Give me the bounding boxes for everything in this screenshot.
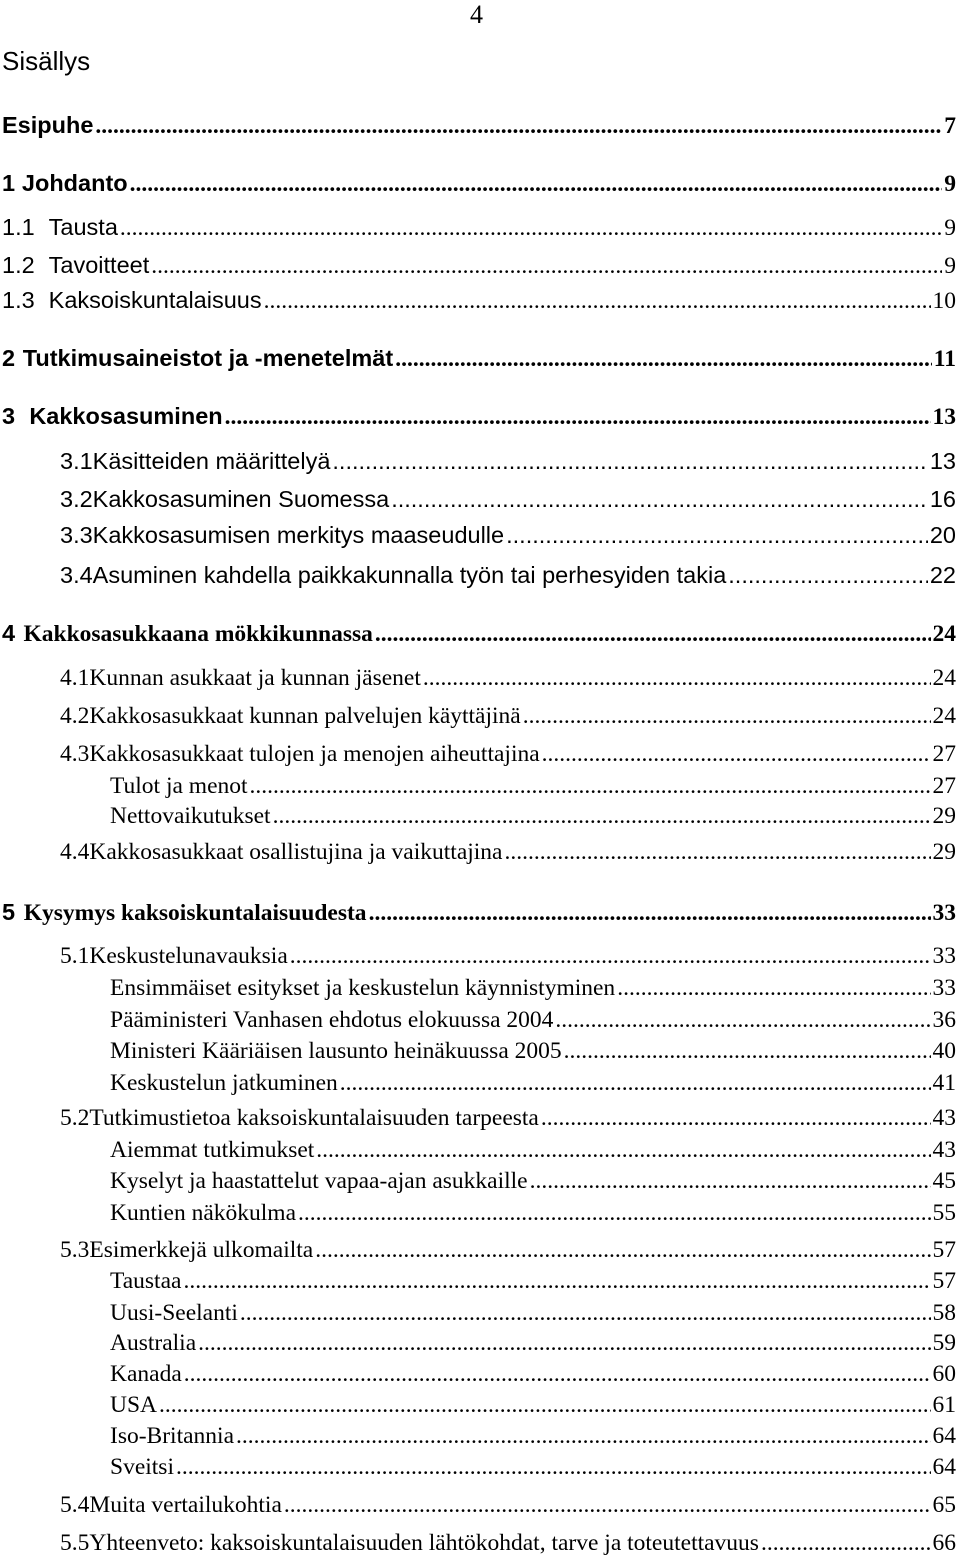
toc-entry-number: 5.2 — [60, 1105, 90, 1131]
dot-leader — [728, 560, 928, 590]
toc-entry-label: Kakkosasumisen merkitys maaseudulle — [92, 522, 505, 548]
dot-leader — [316, 1135, 930, 1165]
toc-entry-number: 5.4 — [60, 1492, 90, 1518]
toc-entry-3-1[interactable] — [0, 446, 960, 476]
toc-entry-page: 33 — [932, 975, 956, 1001]
toc-entry-4-3[interactable] — [0, 739, 960, 769]
toc-entry-page: 45 — [932, 1168, 956, 1194]
toc-entry-number: 4.2 — [60, 703, 90, 729]
toc-entry-paaministeri-vanhasen-ehdotus[interactable] — [0, 1005, 960, 1035]
toc-entry-page: 64 — [932, 1423, 956, 1449]
toc-entry-label: Iso-Britannia — [110, 1423, 234, 1449]
toc-entry-label: Taustaa — [110, 1268, 182, 1294]
toc-entry-australia[interactable] — [0, 1328, 960, 1358]
toc-entry-tulot-ja-menot[interactable] — [0, 771, 960, 801]
toc-entry-page: 29 — [932, 839, 956, 865]
toc-entry-number: 3.4 — [60, 562, 93, 588]
toc-entry-page: 65 — [932, 1492, 956, 1518]
toc-entry-label: Kanada — [110, 1361, 182, 1387]
toc-entry-page: 10 — [932, 288, 956, 314]
toc-entry-number: 5 — [2, 899, 16, 925]
dot-leader — [506, 520, 928, 550]
toc-entry-label: Kaksoiskuntalaisuus — [48, 287, 262, 313]
toc-entry-page: 57 — [932, 1268, 956, 1294]
toc-entry-chapter-4[interactable] — [0, 618, 960, 648]
dot-leader — [250, 771, 931, 801]
toc-entry-number: 3.3 — [60, 522, 93, 548]
dot-leader — [183, 1266, 930, 1296]
toc-entry-4-2[interactable] — [0, 701, 960, 731]
toc-entry-chapter-2[interactable] — [0, 343, 960, 373]
toc-entry-page: 24 — [932, 703, 956, 729]
toc-entry-label: Kakkosasuminen — [29, 403, 223, 429]
toc-entry-number: 5.1 — [60, 943, 90, 969]
toc-entry-nettovaikutukset[interactable] — [0, 801, 960, 831]
toc-entry-chapter-5[interactable] — [0, 897, 960, 927]
dot-leader — [555, 1005, 930, 1035]
toc-entry-page: 13 — [932, 404, 956, 430]
toc-entry-page: 59 — [932, 1330, 956, 1356]
dot-leader — [290, 941, 931, 971]
toc-entry-page: 33 — [932, 900, 956, 926]
toc-entry-label: Tausta — [48, 214, 118, 240]
dot-leader — [236, 1421, 931, 1451]
toc-entry-number: 1 — [2, 170, 16, 196]
toc-entry-label: Tutkimustietoa kaksoiskuntalaisuuden tarpeesta — [89, 1105, 539, 1131]
toc-entry-page: 58 — [932, 1300, 956, 1326]
toc-entry-label: Ensimmäiset esitykset ja keskustelun käynnistyminen — [110, 975, 616, 1001]
dot-leader — [95, 111, 942, 141]
toc-entry-page: 61 — [932, 1392, 956, 1418]
toc-entry-label: Uusi-Seelanti — [110, 1300, 238, 1326]
dot-leader — [523, 701, 931, 731]
dot-leader — [130, 169, 943, 199]
dot-leader — [542, 739, 931, 769]
toc-entry-sveitsi[interactable] — [0, 1452, 960, 1482]
toc-entry-page: 11 — [933, 346, 956, 372]
dot-leader — [369, 898, 931, 928]
toc-entry-page: 64 — [932, 1454, 956, 1480]
toc-entry-page: 27 — [932, 773, 956, 799]
toc-entry-3-4[interactable] — [0, 560, 960, 590]
toc-entry-page: 13 — [929, 448, 956, 474]
toc-entry-label: Esipuhe — [2, 112, 94, 138]
toc-title: Sisällys — [2, 46, 91, 76]
dot-leader — [284, 1490, 931, 1520]
toc-entry-label: Keskustelun jatkuminen — [110, 1070, 338, 1096]
dot-leader — [176, 1452, 931, 1482]
toc-entry-5-2[interactable] — [0, 1103, 960, 1133]
dot-leader — [395, 344, 932, 374]
toc-entry-label: Kysymys kaksoiskuntalaisuudesta — [23, 900, 367, 926]
toc-entry-kanada[interactable] — [0, 1359, 960, 1389]
toc-entry-number: 4.4 — [60, 839, 90, 865]
dot-leader — [198, 1328, 930, 1358]
toc-entry-page: 66 — [932, 1530, 956, 1556]
dot-leader — [504, 837, 930, 867]
toc-entry-label: Kakkosasukkaana mökkikunnassa — [23, 621, 373, 647]
toc-entry-page: 22 — [929, 562, 956, 588]
toc-entry-5-4[interactable] — [0, 1490, 960, 1520]
dot-leader — [240, 1298, 931, 1328]
dot-leader — [151, 251, 942, 281]
toc-entry-page: 55 — [932, 1200, 956, 1226]
dot-leader — [375, 619, 931, 649]
toc-entry-uusi-seelanti[interactable] — [0, 1298, 960, 1328]
toc-entry-label: Kakkosasukkaat kunnan palvelujen käyttäjinä — [89, 703, 521, 729]
toc-entry-number: 3.2 — [60, 486, 93, 512]
dot-leader — [264, 286, 931, 316]
toc-entry-esipuhe[interactable] — [0, 110, 960, 140]
toc-entry-page: 43 — [932, 1105, 956, 1131]
toc-entry-page: 9 — [944, 253, 956, 279]
toc-entry-label: Esimerkkejä ulkomailta — [89, 1237, 314, 1263]
toc-entry-label: Ministeri Kääriäisen lausunto heinäkuussa 2005 — [110, 1038, 562, 1064]
dot-leader — [273, 801, 931, 831]
toc-entry-1-2[interactable] — [0, 250, 960, 280]
dot-leader — [340, 1068, 931, 1098]
dot-leader — [184, 1359, 931, 1389]
toc-entry-label: Asuminen kahdella paikkakunnalla työn tai perhesyiden takia — [92, 562, 727, 588]
dot-leader — [423, 663, 931, 693]
toc-entry-5-5[interactable] — [0, 1528, 960, 1558]
toc-entry-page: 29 — [932, 803, 956, 829]
dot-leader — [391, 484, 928, 514]
toc-entry-label: Kakkosasukkaat tulojen ja menojen aiheuttajina — [89, 741, 540, 767]
dot-leader — [761, 1528, 931, 1558]
dot-leader — [298, 1198, 930, 1228]
page-number: 4 — [470, 0, 483, 29]
toc-entry-label: Kunnan asukkaat ja kunnan jäsenet — [89, 665, 421, 691]
toc-entry-page: 24 — [932, 621, 956, 647]
toc-entry-label: Tulot ja menot — [110, 773, 248, 799]
toc-entry-page: 27 — [932, 741, 956, 767]
toc-entry-number: 4 — [2, 620, 16, 646]
toc-entry-4-1[interactable] — [0, 663, 960, 693]
toc-entry-label: Kuntien näkökulma — [110, 1200, 297, 1226]
toc-entry-label: Nettovaikutukset — [110, 803, 271, 829]
toc-entry-5-1[interactable] — [0, 941, 960, 971]
toc-entry-chapter-1[interactable] — [0, 168, 960, 198]
toc-entry-label: Kyselyt ja haastattelut vapaa-ajan asukkaille — [110, 1168, 528, 1194]
toc-entry-page: 60 — [932, 1361, 956, 1387]
toc-entry-page: 36 — [932, 1007, 956, 1033]
toc-entry-number: 4.1 — [60, 665, 90, 691]
toc-entry-page: 16 — [929, 486, 956, 512]
toc-entry-1-1[interactable] — [0, 212, 960, 242]
toc-entry-chapter-3[interactable] — [0, 401, 960, 431]
toc-entry-page: 7 — [944, 113, 956, 139]
toc-entry-label: Kakkosasuminen Suomessa — [92, 486, 390, 512]
toc-entry-ministeri-kaariaisen-lausunto[interactable] — [0, 1036, 960, 1066]
toc-entry-label: Pääministeri Vanhasen ehdotus elokuussa 2004 — [110, 1007, 554, 1033]
toc-entry-page: 9 — [944, 215, 956, 241]
toc-entry-number: 5.5 — [60, 1530, 90, 1556]
toc-entry-label: Australia — [110, 1330, 197, 1356]
toc-entry-page: 33 — [932, 943, 956, 969]
toc-entry-1-3[interactable] — [0, 285, 960, 315]
toc-entry-taustaa[interactable] — [0, 1266, 960, 1296]
dot-leader — [564, 1036, 931, 1066]
toc-entry-number: 4.3 — [60, 741, 90, 767]
toc-entry-page: 43 — [932, 1137, 956, 1163]
toc-entry-3-3[interactable] — [0, 520, 960, 550]
toc-entry-3-2[interactable] — [0, 484, 960, 514]
toc-entry-aiemmat-tutkimukset[interactable] — [0, 1135, 960, 1165]
toc-entry-page: 20 — [929, 522, 956, 548]
toc-entry-label: Sveitsi — [110, 1454, 174, 1480]
toc-entry-label: Kakkosasukkaat osallistujina ja vaikuttajina — [89, 839, 503, 865]
toc-entry-number: 1.1 — [2, 214, 35, 240]
toc-entry-label: Käsitteiden määrittelyä — [92, 448, 331, 474]
toc-entry-number: 1.3 — [2, 287, 35, 313]
toc-entry-label: Tavoitteet — [48, 252, 150, 278]
dot-leader — [530, 1166, 931, 1196]
toc-entry-page: 57 — [932, 1237, 956, 1263]
toc-entry-page: 41 — [932, 1070, 956, 1096]
toc-entry-page: 24 — [932, 665, 956, 691]
toc-entry-keskustelun-jatkuminen[interactable] — [0, 1068, 960, 1098]
toc-entry-number: 3.1 — [60, 448, 93, 474]
toc-entry-label: Tutkimusaineistot ja -menetelmät — [22, 345, 394, 371]
toc-entry-number: 1.2 — [2, 252, 35, 278]
toc-entry-label: Aiemmat tutkimukset — [110, 1137, 315, 1163]
dot-leader — [617, 973, 930, 1003]
toc-entry-iso-britannia[interactable] — [0, 1421, 960, 1451]
dot-leader — [120, 213, 942, 243]
toc-entry-page: 40 — [932, 1038, 956, 1064]
dot-leader — [159, 1390, 930, 1420]
toc-entry-label: Keskustelunavauksia — [89, 943, 288, 969]
toc-entry-label: USA — [110, 1392, 158, 1418]
toc-entry-label: Yhteenveto: kaksoiskuntalaisuuden lähtökohdat, tarve ja toteutettavuus — [89, 1530, 759, 1556]
toc-entry-usa[interactable] — [0, 1390, 960, 1420]
toc-entry-number: 3 — [2, 403, 16, 429]
toc-entry-page: 9 — [944, 171, 956, 197]
toc-entry-number: 2 — [2, 345, 16, 371]
toc-entry-kuntien-nakokulma[interactable] — [0, 1198, 960, 1228]
dot-leader — [541, 1103, 931, 1133]
dot-leader — [315, 1235, 930, 1265]
toc-entry-kyselyt-ja-haastattelut[interactable] — [0, 1166, 960, 1196]
toc-entry-5-3[interactable] — [0, 1235, 960, 1265]
toc-entry-ensimmaiset-esitykset[interactable] — [0, 973, 960, 1003]
toc-entry-number: 5.3 — [60, 1237, 90, 1263]
dot-leader — [225, 402, 931, 432]
dot-leader — [332, 446, 927, 476]
toc-entry-4-4[interactable] — [0, 837, 960, 867]
toc-entry-label: Johdanto — [21, 170, 128, 196]
toc-entry-label: Muita vertailukohtia — [89, 1492, 282, 1518]
